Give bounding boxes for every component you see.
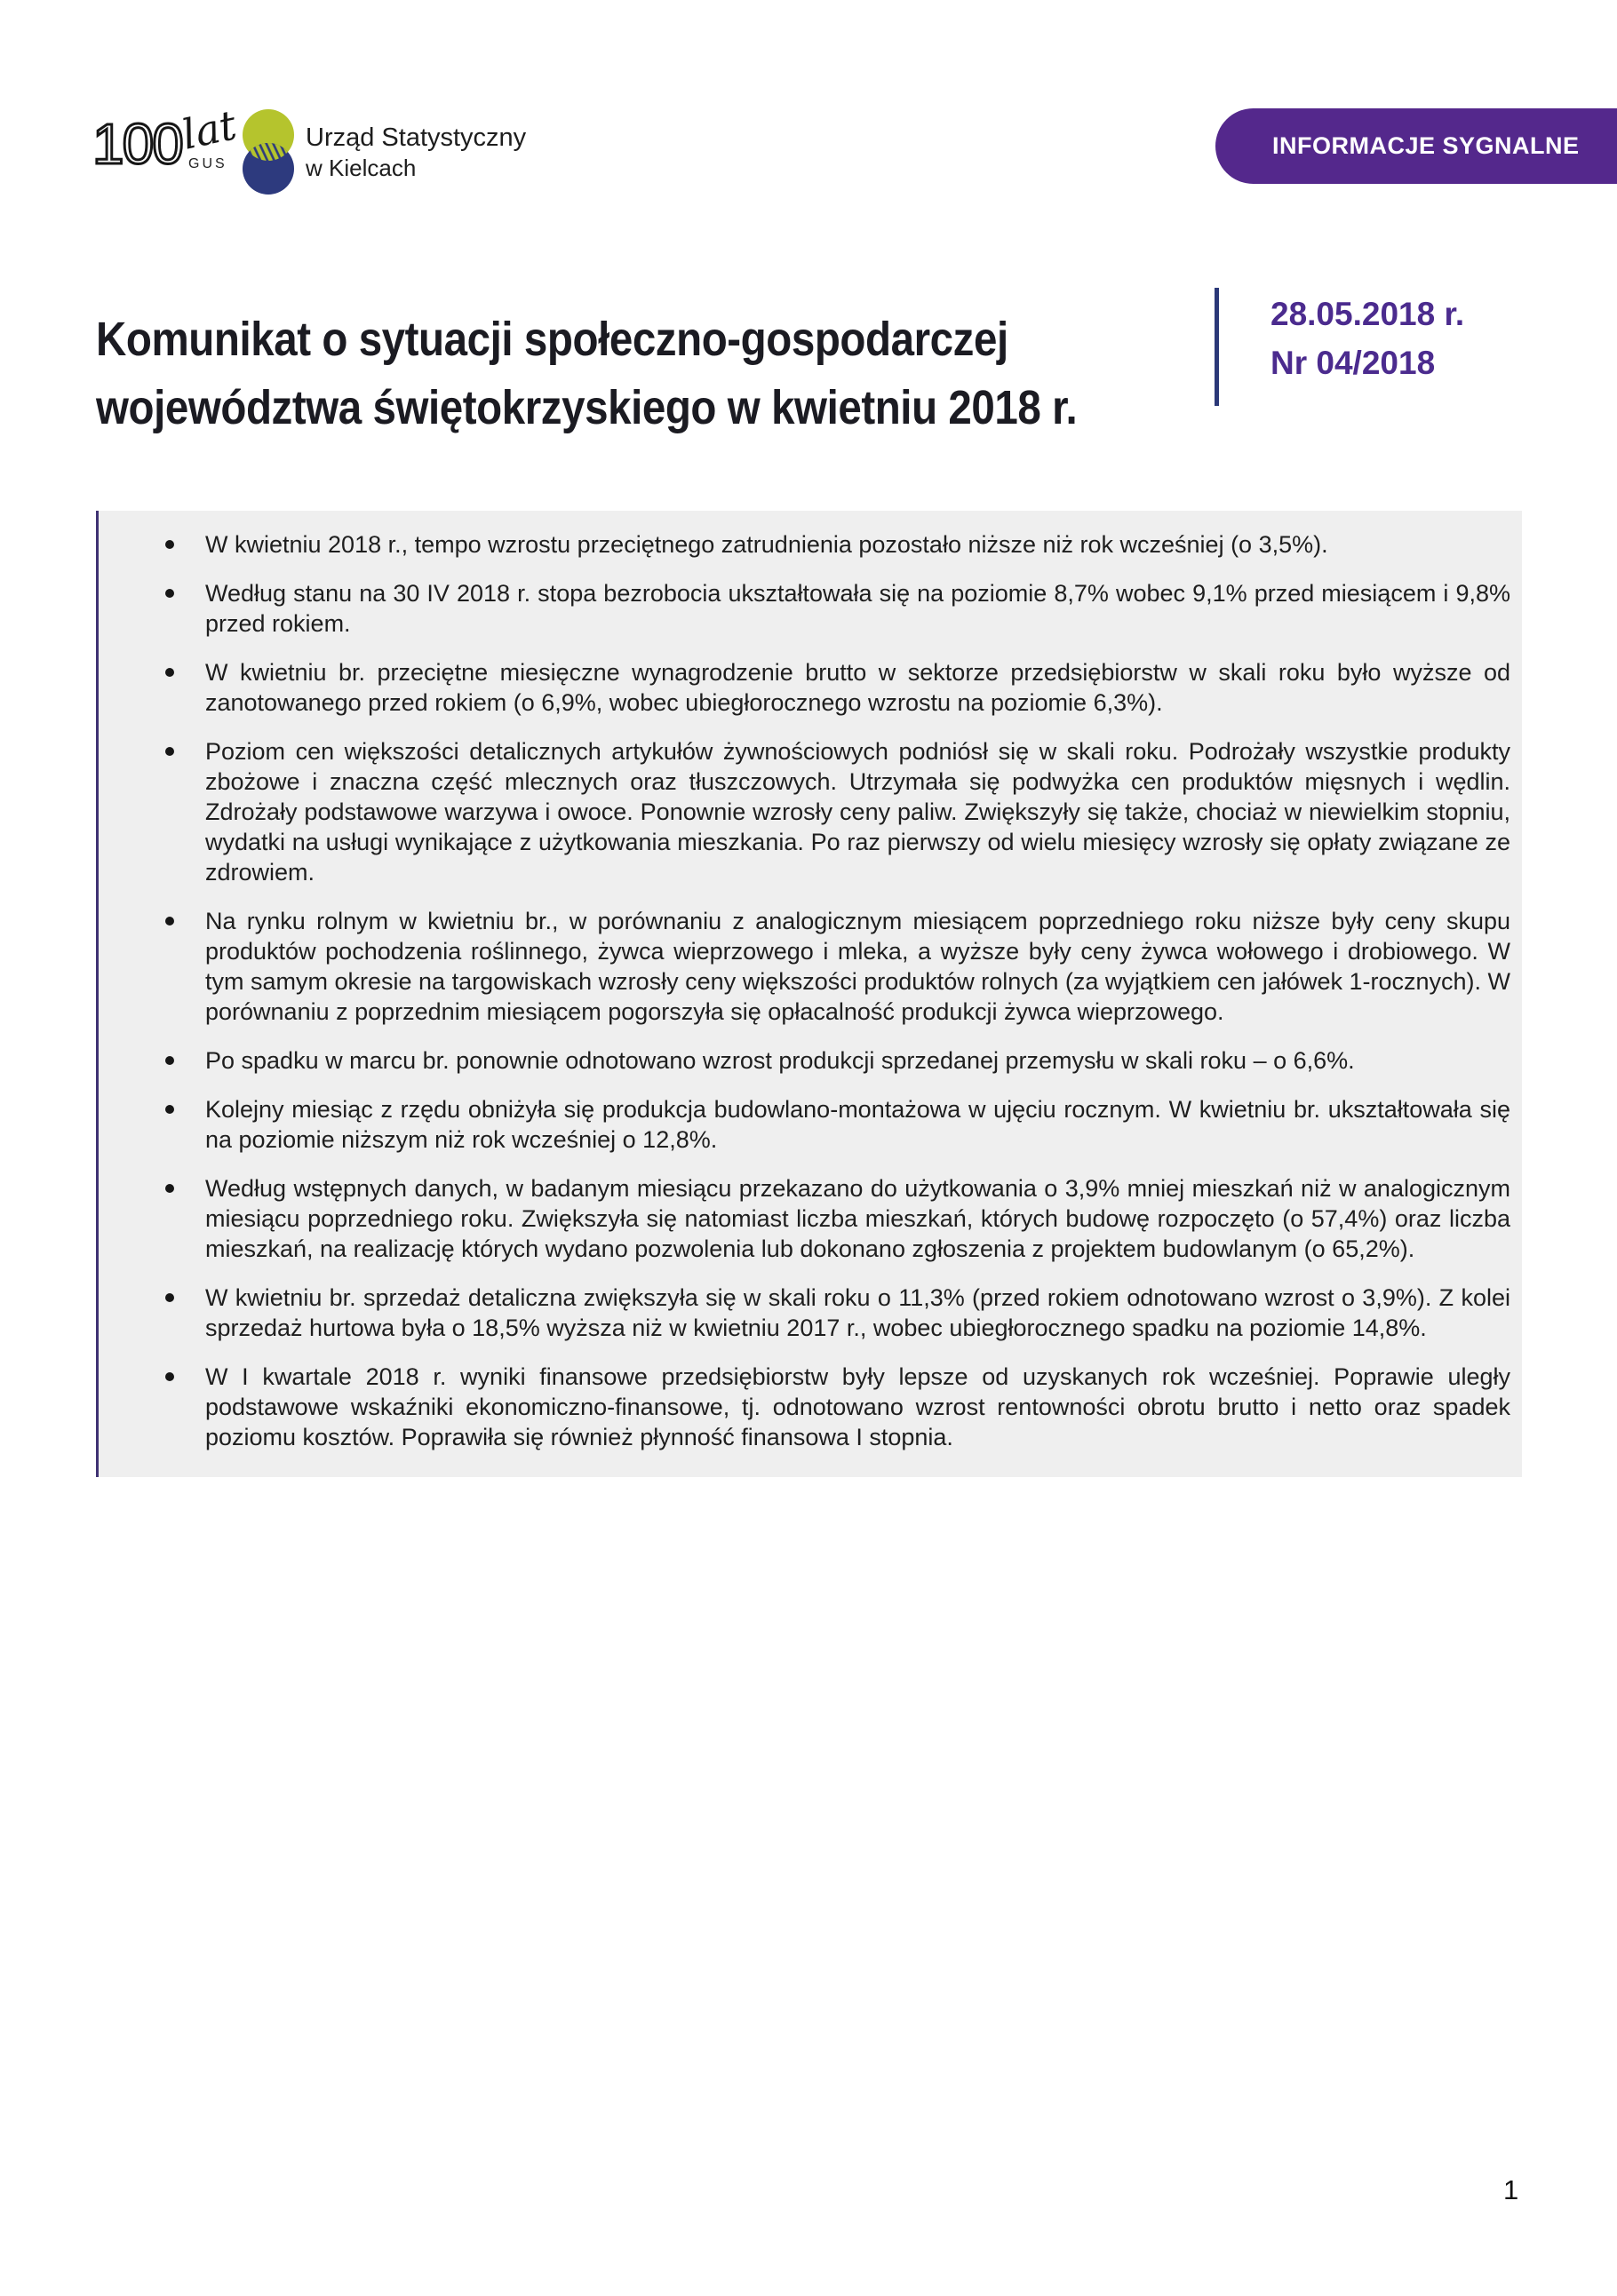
issue-number: Nr 04/2018 (1270, 345, 1436, 381)
bullet-text: Poziom cen większości detalicznych artykułów żywnościowych podniósł się w skali roku. Podrożały wszystkie produkty zbożowe i znaczna część mlecznych oraz tłuszczowych. Utrzymała się podwyżka cen produktów mięsnych i wędlin. Zdrożały podstawowe warzywa i owoce. Ponownie wzrosły ceny paliw. Zwiększyły się także, chociaż w niewielkim stopniu, wydatki na usługi wynikające z użytkowania mieszkania. Po raz pierwszy od wielu miesięcy wzrosły się opłaty związane ze zdrowiem. (205, 738, 1510, 886)
logo-gus-text: GUS (188, 156, 227, 171)
logo-years-text: 100 (92, 112, 182, 176)
bullet-list (99, 529, 1510, 1452)
page-title (96, 306, 1077, 442)
bullet-text: Według wstępnych danych, w badanym miesiącu przekazano do użytkowania o 3,9% mniej mieszkań niż w analogicznym miesiącu poprzedniego roku. Zwiększyła się natomiast liczba mieszkań, których budowę rozpoczęto (o 57,4%) oraz liczba mieszkań, na realizację których wydano pozwolenia lub dokonano zgłoszenia z projektem budowlanym (o 65,2%). (205, 1175, 1510, 1262)
list-item (99, 1362, 1510, 1452)
title-line-2: województwa świętokrzyskiego w kwietniu 2018 r. (96, 381, 1078, 435)
summary-box (96, 511, 1522, 1477)
title-divider (1215, 288, 1219, 406)
list-item (99, 906, 1510, 1027)
list-item (99, 1283, 1510, 1343)
informacje-sygnalne-badge (1215, 108, 1617, 184)
bullet-text: W kwietniu br. przeciętne miesięczne wynagrodzenie brutto w sektorze przedsiębiorstw w skali roku było wyższe od zanotowanego przed rokiem (o 6,9%, wobec ubiegłorocznego wzrostu na poziomie 6,3%). (205, 659, 1510, 716)
gus-logo-icon (78, 82, 576, 206)
gus-logo (78, 82, 576, 206)
bullet-text: W kwietniu br. sprzedaż detaliczna zwiększyła się w skali roku o 11,3% (przed rokiem odnotowano wzrost o 3,9%). Z kolei sprzedaż hurtowa była o 18,5% wyższa niż w kwietniu 2017 r., wobec ubiegłorocznego spadku na poziomie 14,8%. (205, 1284, 1510, 1341)
bullet-text: Według stanu na 30 IV 2018 r. stopa bezrobocia ukształtowała się na poziomie 8,7% wobec 9,1% przed miesiącem i 9,8% przed rokiem. (205, 580, 1510, 637)
bullet-text: Kolejny miesiąc z rzędu obniżyła się produkcja budowlano-montażowa w ujęciu rocznym. W kwietniu br. ukształtowała się na poziomie niższym niż rok wcześniej o 12,8%. (205, 1096, 1510, 1153)
list-item (99, 529, 1510, 560)
page-number: 1 (1503, 2174, 1519, 2205)
badge-label: INFORMACJE SYGNALNE (1272, 132, 1580, 159)
list-item (99, 1173, 1510, 1264)
org-name-line1: Urząd Statystyczny (306, 123, 527, 152)
list-item (99, 657, 1510, 718)
list-item (99, 578, 1510, 639)
list-item (99, 736, 1510, 887)
publication-date: 28.05.2018 r. (1270, 296, 1465, 332)
bullet-text: Po spadku w marcu br. ponownie odnotowano wzrost produkcji sprzedanej przemysłu w skali roku – o 6,6%. (205, 1047, 1355, 1074)
bullet-text: W kwietniu 2018 r., tempo wzrostu przeciętnego zatrudnienia pozostało niższe niż rok wcześniej (o 3,5%). (205, 531, 1328, 558)
logo-circles-icon (243, 109, 294, 195)
list-item (99, 1094, 1510, 1155)
logo-lat-text: lat (178, 100, 241, 159)
bullet-text: Na rynku rolnym w kwietniu br., w porównaniu z analogicznym miesiącem poprzedniego roku niższe były ceny skupu produktów pochodzenia roślinnego, żywca wieprzowego i mleka, a wyższe były ceny żywca wołowego i drobiowego. W tym samym okresie na targowiskach wzrosły ceny większości produktów rolnych (za wyjątkiem cen jałówek 1-rocznych). W porównaniu z poprzednim miesiącem pogorszyła się opłacalność produkcji żywca wieprzowego. (205, 908, 1510, 1025)
org-name-line2: w Kielcach (306, 155, 417, 181)
bullet-text: W I kwartale 2018 r. wyniki finansowe przedsiębiorstw były lepsze od uzyskanych rok wcześniej. Poprawie uległy podstawowe wskaźniki ekonomiczno-finansowe, tj. odnotowano wzrost rentowności obrotu brutto i netto oraz spadek poziomu kosztów. Poprawiła się również płynność finansowa I stopnia. (205, 1363, 1510, 1450)
issue-block (1270, 290, 1464, 387)
list-item (99, 1045, 1510, 1076)
title-line-1: Komunikat o sytuacji społeczno-gospodarczej (96, 313, 1008, 367)
